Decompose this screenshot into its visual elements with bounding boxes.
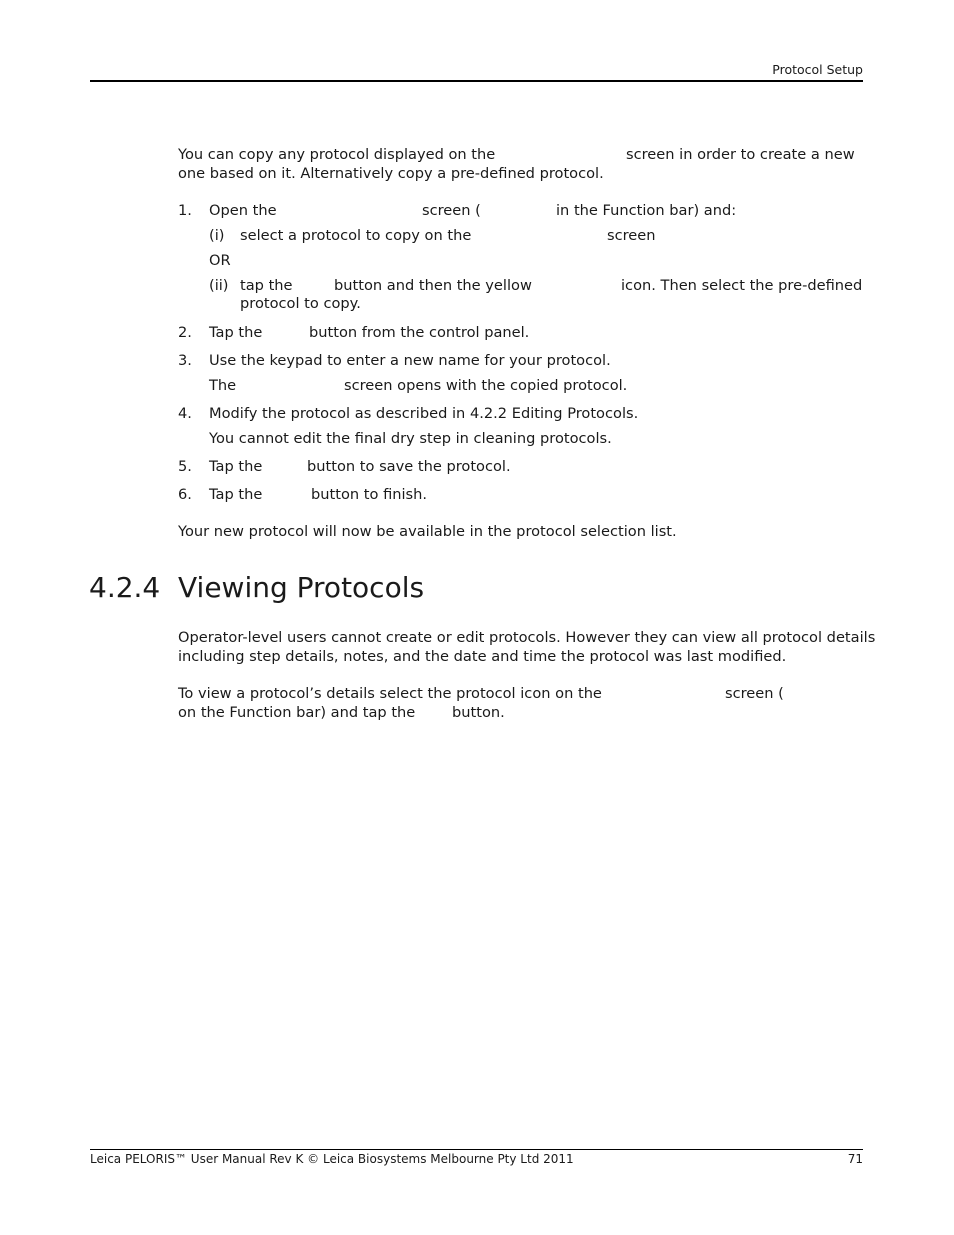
step-text: Open the	[209, 202, 277, 219]
viewing-text: button.	[452, 704, 505, 721]
step-number: 1.	[178, 202, 192, 219]
step-text: screen (	[422, 202, 481, 219]
substep-number: (i)	[209, 227, 225, 244]
viewing-text: on the Function bar) and tap the	[178, 704, 416, 721]
step-text: in the Function bar) and:	[556, 202, 737, 219]
intro-text: screen in order to create a new	[626, 146, 855, 163]
step-number: 3.	[178, 352, 192, 369]
step-number: 6.	[178, 486, 192, 503]
intro-text: You can copy any protocol displayed on the	[178, 146, 496, 163]
step-note: You cannot edit the final dry step in cleaning protocols.	[209, 430, 612, 447]
viewing-text: including step details, notes, and the date and time the protocol was last modified.	[178, 648, 787, 665]
step-text: Tap the	[209, 458, 263, 475]
step-text: Modify the protocol as described in 4.2.2 Editing Protocols.	[209, 405, 639, 422]
substep-text: select a protocol to copy on the	[240, 227, 472, 244]
step-text: Use the keypad to enter a new name for your protocol.	[209, 352, 611, 369]
header-rule	[90, 80, 863, 82]
footer-rule	[90, 1149, 863, 1150]
step-text: button from the control panel.	[309, 324, 530, 341]
step-text: button to save the protocol.	[307, 458, 511, 475]
section-number: 4.2.4	[89, 571, 161, 604]
footer-text: Leica PELORIS™ User Manual Rev K © Leica Biosystems Melbourne Pty Ltd 2011	[90, 1152, 574, 1166]
viewing-text: screen (	[725, 685, 784, 702]
substep-text: screen	[607, 227, 656, 244]
step-number: 2.	[178, 324, 192, 341]
step-text: button to finish.	[311, 486, 428, 503]
or-text: OR	[209, 252, 231, 269]
page-number: 71	[847, 1152, 863, 1166]
step-text: screen opens with the copied protocol.	[344, 377, 628, 394]
substep-text: protocol to copy.	[240, 295, 361, 312]
viewing-text: Operator-level users cannot create or edit protocols. However they can view all protocol details	[178, 629, 876, 646]
outro-text: Your new protocol will now be available in the protocol selection list.	[178, 523, 677, 540]
substep-number: (ii)	[209, 277, 229, 294]
step-number: 4.	[178, 405, 192, 422]
step-text: Tap the	[209, 324, 263, 341]
section-title: Viewing Protocols	[178, 571, 425, 604]
step-text: The	[209, 377, 237, 394]
step-number: 5.	[178, 458, 192, 475]
substep-text: icon. Then select the pre-defined	[621, 277, 863, 294]
substep-text: tap the	[240, 277, 293, 294]
intro-text: one based on it. Alternatively copy a pre-defined protocol.	[178, 165, 604, 182]
viewing-text: To view a protocol’s details select the protocol icon on the	[178, 685, 602, 702]
step-text: Tap the	[209, 486, 263, 503]
substep-text: button and then the yellow	[334, 277, 532, 294]
running-header: Protocol Setup	[772, 62, 863, 77]
